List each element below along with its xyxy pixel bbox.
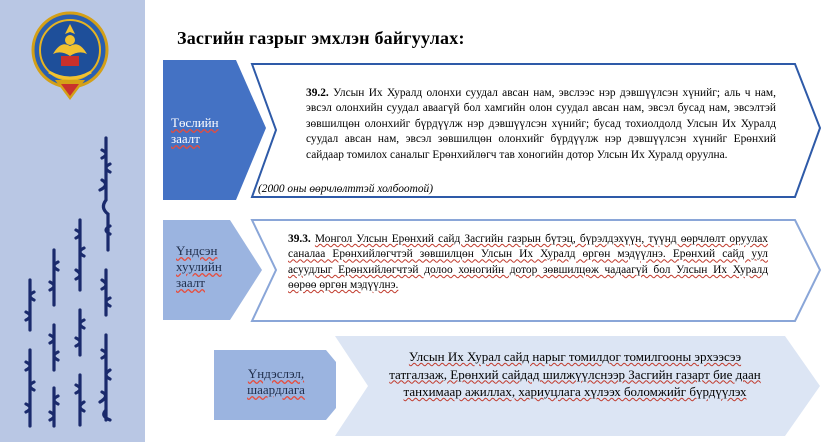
section1-text: [306, 86, 776, 163]
section3-label: Үндэслэл, шаардлага: [247, 366, 305, 397]
section1-body: Улсын Их Хуралд олонхи суудал авсан нам, эвслээс нэр дэвшүүлсэн хүнийг; аль ч нам, эвсэл олонхийн суудал аваагүй бол хамгийн олон суудал авсан нам, эвсэл бусад нам, эвсэлтэй зөвшилцөн олонхийг бүрдүүлж нэр дэвшүүлсэн хүнийг; бусад тохиолдолд Улсын Их Хуралд суудал авсан нам, эвсэл зөвшилцөн олонхийг бүрдүүлж нэр дэвшүүлсэн хүнийг Ерөнхий сайдаар томилох саналыг Ерөнхийлөгч тав хоногийн дотор Улсын Их Хуралд оруулна.: [306, 87, 776, 161]
section2-body: Монгол Улсын Ерөнхий сайд Засгийн газрын бүтэц, бүрэлдэхүүн, түүнд өөрчлөлт оруулах саналаа Ерөнхийлөгчтэй зөвшилцөн Улсын Их Хуралд өргөн мэдүүлнэ. Ерөнхий сайд уул асуудлыг Ерөнхийлөгчтэй долоо хоногийн дотор зөвшилцөж чадаагүй бол Улсын Их Хуралд өөрөө өргөн мэдүүлнэ.: [288, 233, 768, 292]
section1-article: 39.2.: [306, 87, 329, 99]
section2-article: 39.3.: [288, 233, 311, 245]
section3-text: Улсын Их Хурал сайд нарыг томилдог томилгооны эрхээсээ татгалзаж, Ерөнхий сайдад шилжүүлснээр Засгийн газарт бие даан танхимаар ажиллах, хариуцлага хүлээх боломжийг бүрдүүлэх: [389, 349, 761, 399]
section1-note: (2000 оны өөрчлөлттэй холбоотой): [258, 183, 434, 195]
section2-text: [288, 232, 768, 294]
section2-label: Үндсэн хуулийн заалт: [176, 243, 222, 290]
page-title: Засгийн газрыг эмхлэн байгуулах:: [177, 28, 465, 48]
section1-label: Төслийн заалт: [171, 115, 219, 146]
